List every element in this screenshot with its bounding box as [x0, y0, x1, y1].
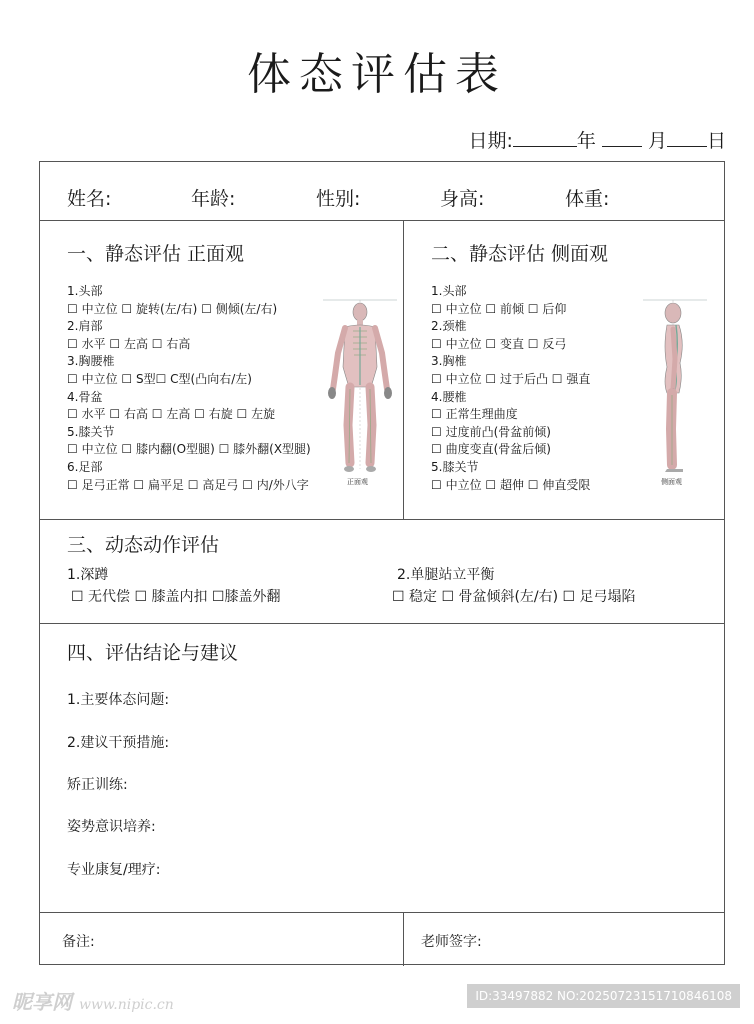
- date-line: [468, 126, 726, 153]
- awareness-label: 姿势意识培养:: [67, 819, 156, 835]
- remarks-label: 备注:: [62, 934, 95, 950]
- divider: [40, 912, 724, 913]
- list-item: 2.颈椎: [431, 319, 467, 334]
- rehab-label: 专业康复/理疗:: [67, 862, 161, 878]
- list-item[interactable]: ☐ 正常生理曲度: [431, 407, 518, 422]
- list-item[interactable]: ☐ 中立位 ☐ 膝内翻(O型腿) ☐ 膝外翻(X型腿): [67, 442, 311, 457]
- list-item: 6.足部: [67, 459, 103, 474]
- side-section-title: 二、静态评估 侧面观: [431, 243, 609, 265]
- front-section-title: 一、静态评估 正面观: [67, 243, 245, 265]
- squat-options[interactable]: ☐ 无代偿 ☐ 膝盖内扣 ☐膝盖外翻: [71, 589, 281, 605]
- side-body-figure: [643, 297, 707, 487]
- gender-label: 性别:: [316, 188, 361, 210]
- squat-label: 1.深蹲: [67, 567, 109, 583]
- side-checklist: [431, 283, 590, 494]
- front-body-figure: [323, 297, 397, 487]
- balance-label: 2.单腿站立平衡: [397, 567, 495, 583]
- list-item[interactable]: ☐ 水平 ☐ 左高 ☐ 右高: [67, 336, 191, 351]
- list-item: 4.骨盆: [67, 389, 103, 404]
- height-label: 身高:: [440, 188, 485, 210]
- list-item[interactable]: ☐ 中立位 ☐ 过于后凸 ☐ 强直: [431, 371, 591, 386]
- year-blank[interactable]: [513, 130, 577, 147]
- column-divider: [403, 220, 404, 519]
- balance-options[interactable]: ☐ 稳定 ☐ 骨盆倾斜(左/右) ☐ 足弓塌陷: [392, 589, 636, 605]
- list-item[interactable]: ☐ 中立位 ☐ 旋转(左/右) ☐ 侧倾(左/右): [67, 301, 278, 316]
- month-blank[interactable]: [602, 130, 642, 147]
- list-item[interactable]: ☐ 中立位 ☐ S型☐ C型(凸向右/左): [67, 371, 252, 386]
- conclusion-section-title: 四、评估结论与建议: [67, 642, 239, 664]
- intervention-label: 2.建议干预措施:: [67, 735, 170, 751]
- watermark-logo: [12, 986, 174, 1015]
- main-issue-label: 1.主要体态问题:: [67, 692, 170, 708]
- watermark-id: ID:33497882 NO:20250723151710846108: [467, 984, 740, 1008]
- watermark-url: www.nipic.cn: [78, 997, 174, 1013]
- page-title: 体态评估表: [247, 49, 507, 100]
- list-item: 1.头部: [431, 284, 467, 298]
- list-item[interactable]: ☐ 过度前凸(骨盆前倾): [431, 424, 551, 439]
- dynamic-section-title: 三、动态动作评估: [67, 534, 220, 556]
- list-item[interactable]: ☐ 曲度变直(骨盆后倾): [431, 442, 551, 457]
- column-divider: [403, 912, 404, 966]
- list-item: 3.胸椎: [431, 354, 467, 369]
- date-label: 日期:: [468, 130, 513, 152]
- list-item: 5.膝关节: [431, 459, 479, 474]
- day-blank[interactable]: [667, 130, 707, 147]
- list-item: 3.胸腰椎: [67, 354, 115, 369]
- front-anatomy-illustration: [323, 297, 397, 477]
- signature-label: 老师签字:: [421, 934, 482, 950]
- list-item[interactable]: ☐ 中立位 ☐ 前倾 ☐ 后仰: [431, 301, 567, 316]
- divider: [40, 519, 724, 520]
- day-label: 日: [706, 130, 726, 152]
- watermark-site: 昵享网: [12, 990, 72, 1014]
- side-figure-caption: 侧面观: [661, 478, 682, 486]
- correction-label: 矫正训练:: [67, 777, 128, 793]
- front-checklist: [67, 283, 311, 494]
- year-label: 年: [576, 130, 596, 152]
- divider: [40, 220, 724, 221]
- weight-label: 体重:: [565, 188, 610, 210]
- list-item: 1.头部: [67, 284, 103, 298]
- list-item[interactable]: ☐ 水平 ☐ 右高 ☐ 左高 ☐ 右旋 ☐ 左旋: [67, 407, 276, 422]
- name-label: 姓名:: [67, 188, 112, 210]
- month-label: 月: [647, 130, 667, 152]
- front-figure-caption: 正面观: [347, 478, 368, 486]
- divider: [40, 623, 724, 624]
- side-anatomy-illustration: [643, 297, 707, 477]
- assessment-form: [39, 161, 725, 965]
- age-label: 年龄:: [191, 188, 236, 210]
- list-item[interactable]: ☐ 中立位 ☐ 超伸 ☐ 伸直受限: [431, 477, 591, 492]
- list-item: 5.膝关节: [67, 424, 115, 439]
- list-item: 2.肩部: [67, 319, 103, 334]
- list-item[interactable]: ☐ 中立位 ☐ 变直 ☐ 反弓: [431, 336, 567, 351]
- list-item: 4.腰椎: [431, 389, 467, 404]
- list-item[interactable]: ☐ 足弓正常 ☐ 扁平足 ☐ 高足弓 ☐ 内/外八字: [67, 477, 309, 492]
